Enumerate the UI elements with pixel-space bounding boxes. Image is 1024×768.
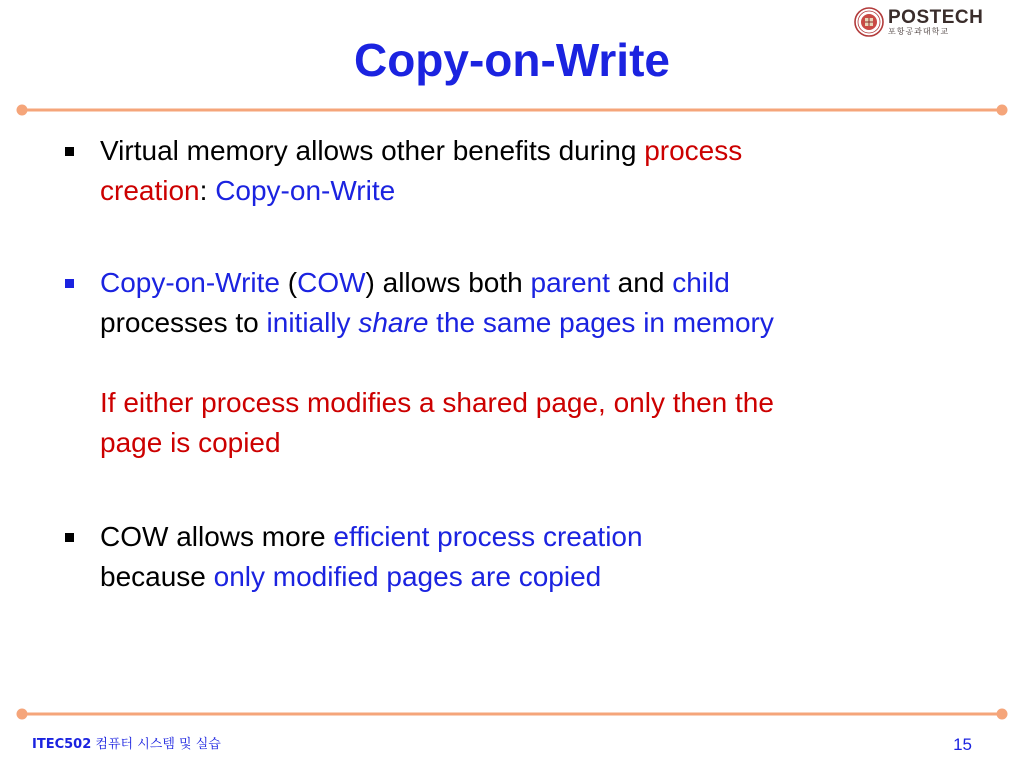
text-span: : — [199, 175, 216, 206]
highlight-blue: COW — [297, 267, 366, 298]
bullet-item — [62, 263, 962, 463]
bullet-item — [62, 131, 962, 211]
bullet-line — [100, 263, 962, 303]
highlight-blue: the same pages in memory — [428, 307, 774, 338]
highlight-red: creation — [100, 175, 200, 206]
page-number: 15 — [953, 735, 972, 754]
highlight-blue: initially — [266, 307, 351, 338]
highlight-red: process — [644, 135, 743, 166]
highlight-blue: child — [672, 267, 730, 298]
slide-body — [62, 131, 962, 597]
highlight-blue: parent — [530, 267, 610, 298]
text-span: ( — [279, 267, 298, 298]
spacer — [100, 343, 962, 383]
highlight-blue: Copy-on-Write — [215, 175, 396, 206]
text-span: and — [609, 267, 673, 298]
bottom-divider — [16, 707, 1008, 721]
bullet-line — [100, 517, 962, 557]
highlight-blue-italic: share — [358, 307, 429, 338]
text-span: COW allows more — [100, 521, 334, 552]
text-span: Virtual memory allows other benefits during — [100, 135, 645, 166]
text-span: because — [100, 561, 214, 592]
bullet-line: If either process modifies a shared page, only then the — [100, 387, 774, 418]
bullet-marker — [65, 279, 74, 288]
slide-title: Copy-on-Write — [353, 34, 670, 86]
bullet-item — [62, 517, 962, 597]
bullet-marker — [65, 147, 74, 156]
highlight-blue: efficient process creation — [333, 521, 643, 552]
bullet-line — [100, 557, 962, 597]
course-code: ITEC502 — [32, 737, 92, 752]
bullet-line: page is copied — [100, 427, 281, 458]
text-span: ) allows both — [365, 267, 531, 298]
footer-course — [32, 736, 221, 754]
bullet-marker — [65, 533, 74, 542]
bullet-line — [100, 171, 962, 211]
logo-name: POSTECH — [888, 7, 984, 28]
course-name: 컴퓨터 시스템 및 실습 — [91, 737, 221, 752]
bullet-line — [100, 303, 962, 343]
text-span: processes to — [100, 307, 267, 338]
highlight-blue: only modified pages are copied — [213, 561, 602, 592]
logo-subtitle: 포항공과대학교 — [888, 27, 950, 36]
top-divider — [16, 103, 1008, 117]
bullet-line — [100, 131, 962, 171]
highlight-blue: Copy-on-Write — [100, 267, 280, 298]
